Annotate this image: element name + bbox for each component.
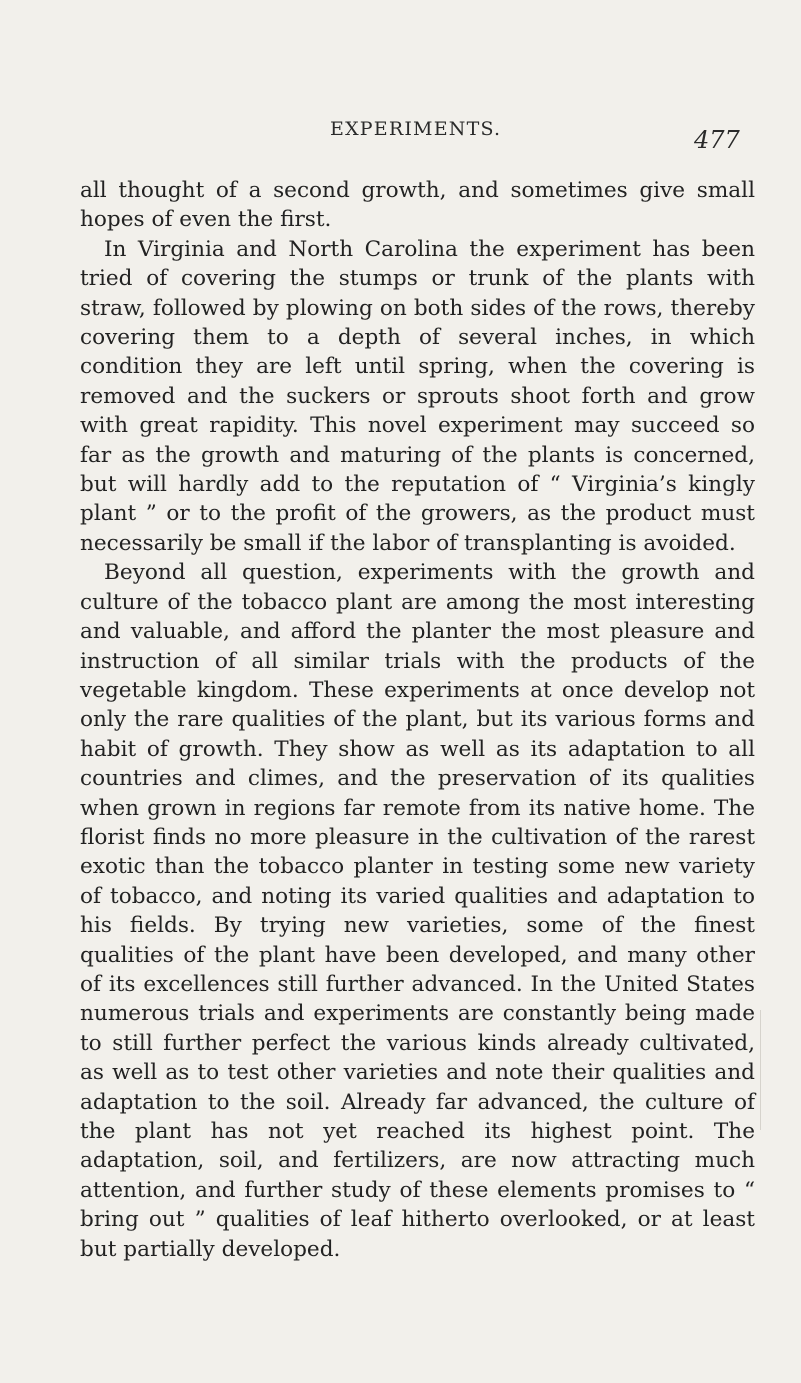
paragraph-continued: all thought of a second growth, and sometimes give small hopes of even the first. (80, 178, 755, 233)
body-text (80, 176, 755, 1264)
running-head-title: EXPERIMENTS. (330, 118, 502, 140)
page-edge-shadow (760, 1010, 761, 1130)
page-number: 477 (694, 126, 740, 154)
paragraph-virginia-experiment: In Virginia and North Carolina the experiment has been tried of covering the stumps or trunk of the plants with straw, followed by plowing on both sides of the rows, thereby covering them to a depth of several inches, in which condition they are left until spring, when the covering is removed and the suckers or sprouts shoot forth and grow with great rapidity. This novel experiment may succeed so far as the growth and maturing of the plants is concerned, but will hardly add to the reputation of “ Virginia’s kingly plant ” or to the profit of the growers, as the product must necessarily be small if the labor of transplanting is avoided. (80, 236, 755, 556)
paragraph-experiments-value: Beyond all question, experiments with the growth and culture of the tobacco plant are among the most interesting and valuable, and afford the planter the most pleasure and instruction of all similar trials with the products of the vegetable kingdom. These experiments at once develop not only the rare qualities of the plant, but its various forms and habit of growth. They show as well as its adaptation to all countries and climes, and the preservation of its qualities when grown in regions far remote from its native home. The florist finds no more pleasure in the cultivation of the rarest exotic than the tobacco planter in testing some new variety of tobacco, and noting its varied qualities and adaptation to his fields. By trying new varieties, some of the finest qualities of the plant have been developed, and many other of its excellences still further advanced. In the United States numerous trials and experiments are constantly being made to still further perfect the various kinds already cultivated, as well as to test other varieties and note their qualities and adaptation to the soil. Already far advanced, the culture of the plant has not yet reached its highest point. The adaptation, soil, and fertilizers, are now attracting much attention, and further study of these elements promises to “ bring out ” qualities of leaf hitherto overlooked, or at least but partially developed. (80, 560, 755, 1262)
